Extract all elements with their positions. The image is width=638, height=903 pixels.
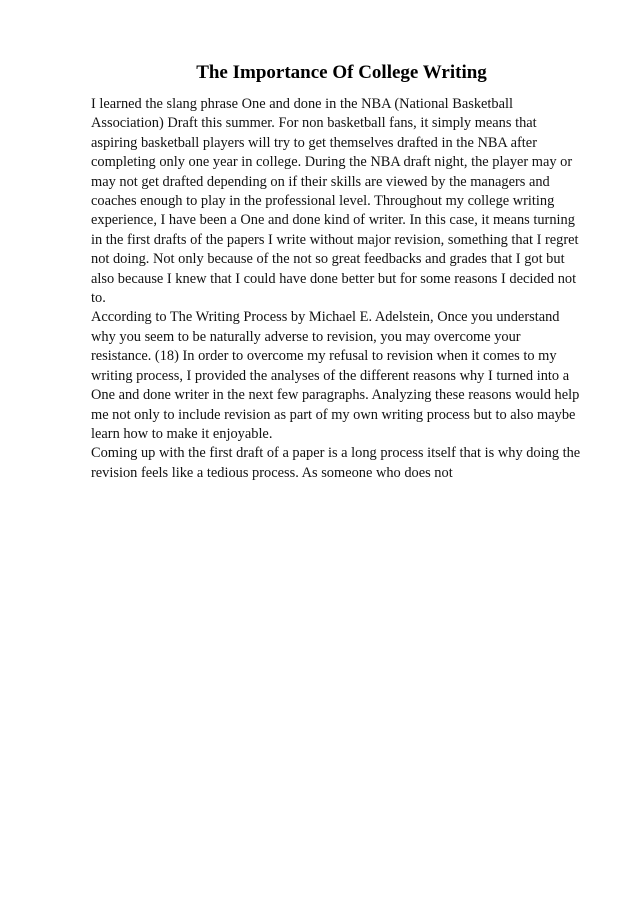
paragraph-first-draft: Coming up with the first draft of a paper is a long process itself that is why doing the revision feels like a tedious process. As someone who does not bbox=[91, 445, 581, 481]
document-body bbox=[91, 95, 589, 483]
paragraph-one-and-done: I learned the slang phrase One and done in the NBA (National Basketball Association) Draft this summer. For non basketball fans, it simply means that aspiring basketball players will try to get themselves drafted in the NBA after completing only one year in college. During the NBA draft night, the player may or may not get drafted depending on if their skills are viewed by the managers and coaches enough to play in the professional level. Throughout my college writing experience, I have been a One and done kind of writer. In this case, it means turning in the first drafts of the papers I write without major revision, something that I regret not doing. Not only because of the not so great feedbacks and grades that I got but also because I knew that I could have done better but for some reasons I decided not to. bbox=[91, 96, 579, 307]
document-title: The Importance Of College Writing bbox=[196, 62, 487, 83]
paragraph-writing-process: According to The Writing Process by Michael E. Adelstein, Once you understand why you seem to be naturally adverse to revision, you may overcome your resistance. (18) In order to overcome my refusal to revision when it comes to my writing process, I provided the analyses of the different reasons why I turned into a One and done writer in the next few paragraphs. Analyzing these reasons would help me not only to include revision as part of my own writing process but to also maybe learn how to make it enjoyable. bbox=[91, 309, 580, 442]
